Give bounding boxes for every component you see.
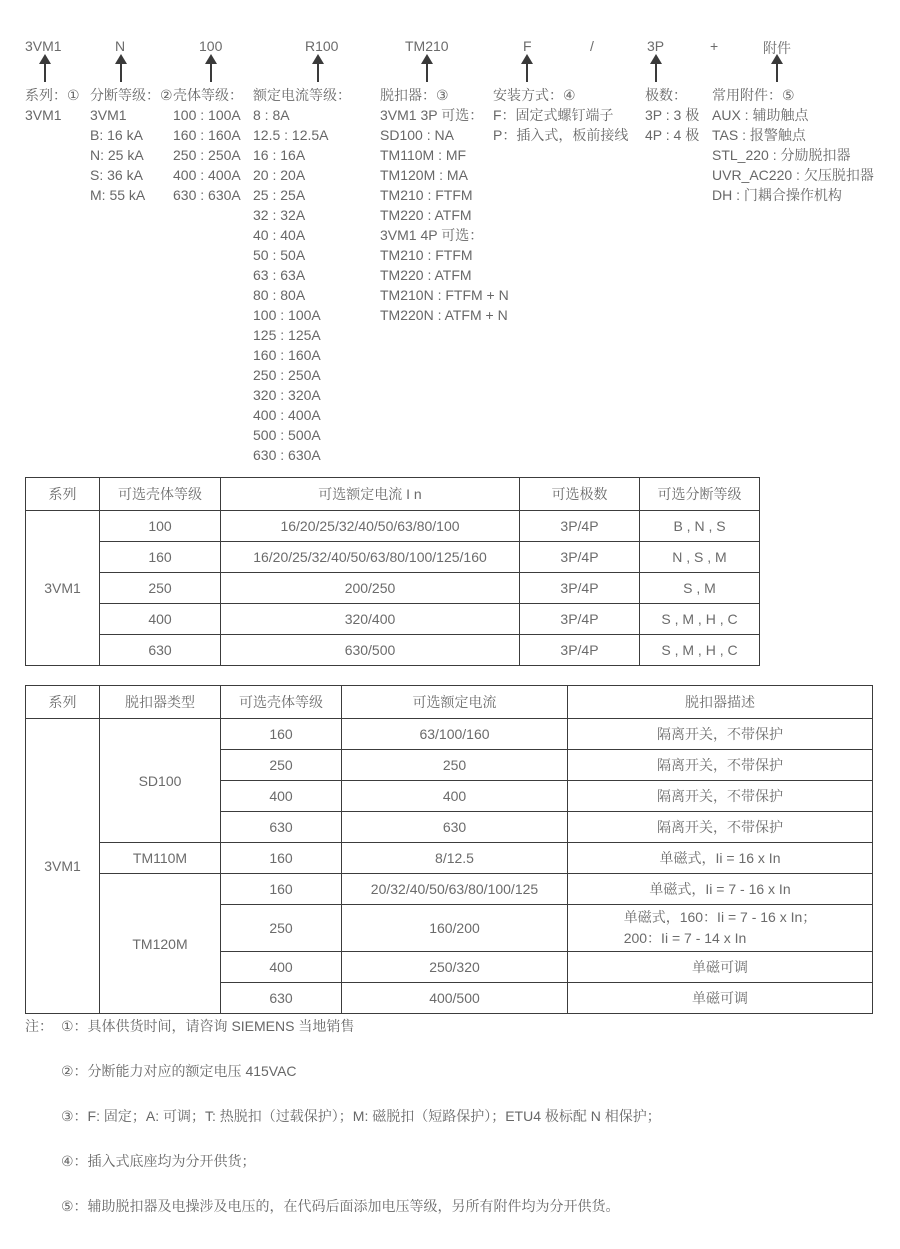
trip-desc-cell: 单磁式，Ii = 7 - 16 x In bbox=[568, 874, 873, 905]
currents-cell: 20/32/40/50/63/80/100/125 bbox=[342, 874, 568, 905]
column-header: 可选极数 bbox=[520, 478, 640, 511]
code-column-value: 160 : 160A bbox=[253, 347, 321, 363]
arrow-head bbox=[312, 54, 324, 64]
notes-label bbox=[25, 1061, 61, 1081]
code-column-value: 8 : 8A bbox=[253, 107, 290, 123]
arrow-stem bbox=[776, 64, 778, 82]
up-arrow-icon bbox=[520, 54, 534, 82]
column-header: 系列 bbox=[26, 686, 100, 719]
code-column-value: M: 55 kA bbox=[90, 187, 146, 203]
code-column-label: 系列：① bbox=[25, 87, 80, 103]
trip-unit-table bbox=[25, 685, 873, 1014]
code-column-value: 400 : 400A bbox=[173, 167, 241, 183]
code-column-value: 63 : 63A bbox=[253, 267, 306, 283]
code-column-value: 50 : 50A bbox=[253, 247, 306, 263]
up-arrow-icon bbox=[311, 54, 325, 82]
frame-current-table-head bbox=[26, 478, 760, 511]
arrow-stem bbox=[210, 64, 212, 82]
arrow-stem bbox=[526, 64, 528, 82]
code-token: 附件 bbox=[763, 40, 791, 56]
code-column-value: TM210 : FTFM bbox=[380, 187, 473, 203]
column-header: 可选壳体等级 bbox=[221, 686, 342, 719]
code-column bbox=[25, 85, 80, 125]
code-column-value: TM120M : MA bbox=[380, 167, 468, 183]
code-column-value: 630 : 630A bbox=[173, 187, 241, 203]
code-column bbox=[90, 85, 173, 205]
arrow-head bbox=[39, 54, 51, 64]
code-column-value: 16 : 16A bbox=[253, 147, 306, 163]
currents-cell: 630 bbox=[342, 812, 568, 843]
currents-cell: 250/320 bbox=[342, 952, 568, 983]
code-column-value: 4P : 4 极 bbox=[645, 127, 700, 143]
code-column-value: TM220 : ATFM bbox=[380, 207, 472, 223]
table-row bbox=[26, 719, 873, 750]
arrow-head bbox=[421, 54, 433, 64]
frame-cell: 630 bbox=[100, 635, 221, 666]
poles-cell: 3P/4P bbox=[520, 635, 640, 666]
breaking-cell: S , M , H , C bbox=[640, 635, 760, 666]
column-header: 可选壳体等级 bbox=[100, 478, 221, 511]
poles-cell: 3P/4P bbox=[520, 511, 640, 542]
note-text: ④：插入式底座均为分开供货； bbox=[61, 1153, 256, 1169]
code-column-value: N: 25 kA bbox=[90, 147, 144, 163]
notes-label bbox=[25, 1106, 61, 1126]
frame-cell: 400 bbox=[221, 952, 342, 983]
notes-label bbox=[25, 1151, 61, 1171]
trip-desc-cell bbox=[568, 905, 873, 952]
frame-cell: 630 bbox=[221, 812, 342, 843]
table-row bbox=[26, 511, 760, 542]
trip-desc-line: 单磁式，160：Ii = 7 - 16 x In； bbox=[623, 909, 817, 925]
code-column-value: 80 : 80A bbox=[253, 287, 306, 303]
trip-type-cell: TM120M bbox=[100, 874, 221, 1014]
code-token: + bbox=[710, 38, 719, 54]
currents-cell: 400 bbox=[342, 781, 568, 812]
code-token: F bbox=[523, 38, 532, 54]
header-row bbox=[26, 478, 760, 511]
up-arrow-icon bbox=[38, 54, 52, 82]
code-column-value: 3VM1 4P 可选： bbox=[380, 227, 484, 243]
code-column-value: 250 : 250A bbox=[253, 367, 321, 383]
note-text: ⑤：辅助脱扣器及电操涉及电压的，在代码后面添加电压等级，另所有附件均为分开供货。 bbox=[61, 1198, 620, 1214]
code-column-value: DH : 门耦合操作机构 bbox=[712, 187, 842, 203]
trip-desc-cell: 隔离开关，不带保护 bbox=[568, 719, 873, 750]
note-line bbox=[25, 1061, 661, 1081]
breaking-cell: N , S , M bbox=[640, 542, 760, 573]
currents-cell: 320/400 bbox=[221, 604, 520, 635]
code-column-label: 极数： bbox=[645, 87, 687, 103]
poles-cell: 3P/4P bbox=[520, 542, 640, 573]
frame-cell: 160 bbox=[221, 874, 342, 905]
code-column-label: 安装方式：④ bbox=[493, 87, 576, 103]
notes-label bbox=[25, 1196, 61, 1216]
currents-cell: 250 bbox=[342, 750, 568, 781]
currents-cell: 630/500 bbox=[221, 635, 520, 666]
trip-desc-cell: 单磁可调 bbox=[568, 983, 873, 1014]
arrow-stem bbox=[317, 64, 319, 82]
frame-cell: 160 bbox=[100, 542, 221, 573]
code-column-value: 160 : 160A bbox=[173, 127, 241, 143]
currents-cell: 160/200 bbox=[342, 905, 568, 952]
note-line bbox=[25, 1196, 661, 1216]
up-arrow-icon bbox=[649, 54, 663, 82]
note-line bbox=[25, 1151, 661, 1171]
currents-cell: 200/250 bbox=[221, 573, 520, 604]
trip-desc-lines bbox=[624, 907, 817, 949]
column-header: 系列 bbox=[26, 478, 100, 511]
code-token: 3P bbox=[647, 38, 665, 54]
frame-cell: 630 bbox=[221, 983, 342, 1014]
code-column-value: 20 : 20A bbox=[253, 167, 306, 183]
arrow-head bbox=[650, 54, 662, 64]
trip-desc-cell: 隔离开关，不带保护 bbox=[568, 781, 873, 812]
table-row bbox=[26, 635, 760, 666]
table-row bbox=[26, 604, 760, 635]
frame-cell: 250 bbox=[221, 750, 342, 781]
trip-type-cell: TM110M bbox=[100, 843, 221, 874]
code-column-value: TM210N : FTFM + N bbox=[380, 287, 509, 303]
up-arrow-icon bbox=[770, 54, 784, 82]
notes-label: 注： bbox=[25, 1018, 53, 1034]
code-column-value: 500 : 500A bbox=[253, 427, 321, 443]
code-column-value: 400 : 400A bbox=[253, 407, 321, 423]
code-column-value: 3P : 3 极 bbox=[645, 107, 700, 123]
notes-section bbox=[25, 1016, 661, 1241]
code-column-value: 40 : 40A bbox=[253, 227, 306, 243]
note-line bbox=[25, 1106, 661, 1126]
code-column-value: SD100 : NA bbox=[380, 127, 454, 143]
poles-cell: 3P/4P bbox=[520, 604, 640, 635]
frame-cell: 400 bbox=[221, 781, 342, 812]
code-column-value: B: 16 kA bbox=[90, 127, 143, 143]
frame-cell: 250 bbox=[221, 905, 342, 952]
code-column-value: TM220N : ATFM + N bbox=[380, 307, 508, 323]
breaking-cell: S , M , H , C bbox=[640, 604, 760, 635]
currents-cell: 16/20/25/32/40/50/63/80/100 bbox=[221, 511, 520, 542]
code-column bbox=[493, 85, 628, 145]
table-row bbox=[26, 843, 873, 874]
series-cell: 3VM1 bbox=[26, 511, 100, 666]
code-column bbox=[173, 85, 243, 205]
breaking-cell: B , N , S bbox=[640, 511, 760, 542]
note-text: ③：F: 固定；A: 可调；T: 热脱扣（过载保护）；M: 磁脱扣（短路保护）；ETU4 极标配 N 相保护； bbox=[61, 1108, 661, 1124]
trip-unit-table-body bbox=[26, 719, 873, 1014]
code-column-value: 100 : 100A bbox=[253, 307, 321, 323]
arrow-head bbox=[115, 54, 127, 64]
arrow-stem bbox=[120, 64, 122, 82]
arrow-stem bbox=[426, 64, 428, 82]
code-column-value: 630 : 630A bbox=[253, 447, 321, 463]
column-header: 可选额定电流 bbox=[342, 686, 568, 719]
code-column-value: 3VM1 bbox=[90, 107, 127, 123]
code-column-value: 12.5 : 12.5A bbox=[253, 127, 329, 143]
currents-cell: 63/100/160 bbox=[342, 719, 568, 750]
code-column-label: 常用附件：⑤ bbox=[712, 87, 795, 103]
code-token: TM210 bbox=[405, 38, 449, 54]
note-text: ①：具体供货时间，请咨询 SIEMENS 当地销售 bbox=[61, 1018, 355, 1034]
code-column-label: 额定电流等级： bbox=[253, 87, 351, 103]
column-header: 脱扣器描述 bbox=[568, 686, 873, 719]
up-arrow-icon bbox=[420, 54, 434, 82]
code-column-value: 25 : 25A bbox=[253, 187, 306, 203]
code-column-value: 32 : 32A bbox=[253, 207, 306, 223]
arrow-stem bbox=[655, 64, 657, 82]
currents-cell: 400/500 bbox=[342, 983, 568, 1014]
currents-cell: 16/20/25/32/40/50/63/80/100/125/160 bbox=[221, 542, 520, 573]
trip-desc-cell: 隔离开关，不带保护 bbox=[568, 812, 873, 843]
code-column-value: UVR_AC220 : 欠压脱扣器 bbox=[712, 167, 874, 183]
code-token: 100 bbox=[199, 38, 223, 54]
code-column-label: 脱扣器：③ bbox=[380, 87, 449, 103]
column-header: 脱扣器类型 bbox=[100, 686, 221, 719]
code-column bbox=[253, 85, 351, 465]
code-column-value: 3VM1 3P 可选： bbox=[380, 107, 484, 123]
column-header: 可选额定电流 I n bbox=[221, 478, 520, 511]
arrow-head bbox=[205, 54, 217, 64]
code-column-value: S: 36 kA bbox=[90, 167, 143, 183]
frame-cell: 250 bbox=[100, 573, 221, 604]
trip-desc-line: 200：Ii = 7 - 14 x In bbox=[623, 930, 747, 946]
code-token: / bbox=[590, 38, 594, 54]
frame-current-table-body bbox=[26, 511, 760, 666]
trip-type-cell: SD100 bbox=[100, 719, 221, 843]
arrow-head bbox=[771, 54, 783, 64]
code-column-value: TM220 : ATFM bbox=[380, 267, 472, 283]
column-header: 可选分断等级 bbox=[640, 478, 760, 511]
trip-unit-table-head bbox=[26, 686, 873, 719]
arrow-stem bbox=[44, 64, 46, 82]
up-arrow-icon bbox=[114, 54, 128, 82]
table-row bbox=[26, 573, 760, 604]
series-cell: 3VM1 bbox=[26, 719, 100, 1014]
code-column-value: TAS : 报警触点 bbox=[712, 127, 806, 143]
code-token: N bbox=[115, 38, 126, 54]
arrow-head bbox=[521, 54, 533, 64]
table-row bbox=[26, 542, 760, 573]
code-column-label: 壳体等级： bbox=[173, 87, 243, 103]
note-line bbox=[25, 1016, 661, 1036]
code-column-label: 分断等级：② bbox=[90, 87, 173, 103]
trip-desc-cell: 单磁可调 bbox=[568, 952, 873, 983]
header-row bbox=[26, 686, 873, 719]
code-column-value: 100 : 100A bbox=[173, 107, 241, 123]
code-token: 3VM1 bbox=[25, 38, 62, 54]
code-column-value: P：插入式，板前接线 bbox=[493, 127, 629, 143]
code-column bbox=[645, 85, 699, 145]
code-token: R100 bbox=[305, 38, 339, 54]
code-column-value: TM110M : MF bbox=[380, 147, 467, 163]
code-column-value: STL_220 : 分励脱扣器 bbox=[712, 147, 851, 163]
frame-cell: 160 bbox=[221, 843, 342, 874]
poles-cell: 3P/4P bbox=[520, 573, 640, 604]
frame-cell: 100 bbox=[100, 511, 221, 542]
code-column-value: AUX : 辅助触点 bbox=[712, 107, 809, 123]
code-column bbox=[712, 85, 874, 205]
breaking-cell: S , M bbox=[640, 573, 760, 604]
trip-desc-cell: 单磁式，Ii = 16 x In bbox=[568, 843, 873, 874]
code-column-value: 250 : 250A bbox=[173, 147, 241, 163]
frame-cell: 400 bbox=[100, 604, 221, 635]
code-column-value: 125 : 125A bbox=[253, 327, 321, 343]
code-column-value: 320 : 320A bbox=[253, 387, 321, 403]
code-column bbox=[380, 85, 509, 325]
frame-cell: 160 bbox=[221, 719, 342, 750]
code-column-value: 3VM1 bbox=[25, 107, 62, 123]
currents-cell: 8/12.5 bbox=[342, 843, 568, 874]
table-row bbox=[26, 874, 873, 905]
code-column-value: F：固定式螺钉端子 bbox=[493, 107, 614, 123]
frame-current-table bbox=[25, 477, 760, 666]
up-arrow-icon bbox=[204, 54, 218, 82]
note-text: ②：分断能力对应的额定电压 415VAC bbox=[61, 1063, 297, 1079]
code-column-value: TM210 : FTFM bbox=[380, 247, 473, 263]
trip-desc-cell: 隔离开关，不带保护 bbox=[568, 750, 873, 781]
